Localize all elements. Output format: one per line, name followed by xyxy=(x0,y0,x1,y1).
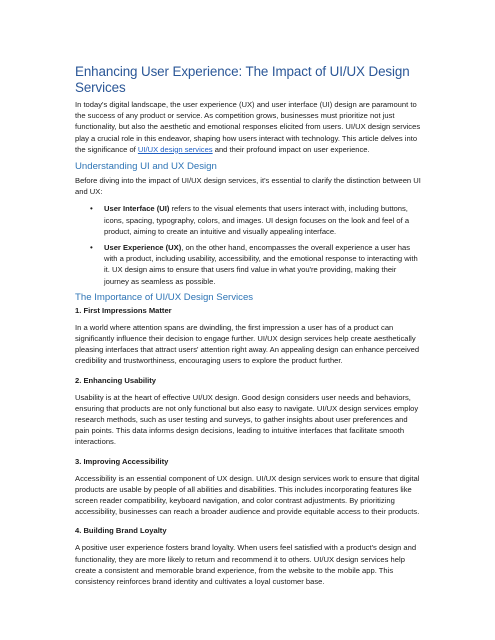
section-text-accessibility: Accessibility is an essential component of UX design. UI/UX design services work to ensure that digital products are usable by people of all abilities and disabilities. This includes incorporating features like screen reader compatibility, keyboard navigation, and color contrast adjustments. By prioritizing accessibility, businesses can reach a broader audience and provide equitable access to their products. xyxy=(75,473,420,517)
definition-text: , on the other hand, encompasses the overall experience a user has with a product, including usability, accessibility, and the emotional response to interacting with it. UX design aims to ensure that users find value in what you're providing, making their journey as seamless as possible. xyxy=(104,243,418,286)
definition-text: refers to the visual elements that users interact with, including buttons, icons, spacing, typography, colors, and images. UI design focuses on the look and feel of a product, aiming to create an intuitive and visually appealing interface. xyxy=(104,204,410,236)
page-title: Enhancing User Experience: The Impact of UI/UX Design Services xyxy=(75,64,410,95)
section-text-usability: Usability is at the heart of effective UI/UX design. Good design considers user needs and behaviors, ensuring that products are not only functional but also easy to navigate. UI/UX design services employ research methods, such as user testing and surveys, to gather insights about user preferences and pain points. This data informs design decisions, leading to intuitive interfaces that facilitate smooth interactions. xyxy=(75,392,419,447)
definition-item-ux xyxy=(104,242,421,287)
definition-list xyxy=(75,203,421,286)
intro-text-start: In today's digital landscape, the user experience (UX) and user interface (UI) design are paramount to the success of any product or service. As competition grows, businesses must prioritize not just functionality, but also the aesthetic and emotional responses elicited from users. UI/UX design services play a crucial role in this endeavor, shaping how users interact with technology. This article delves into the significance of xyxy=(75,100,421,154)
section-title-usability: 2. Enhancing Usability xyxy=(75,375,157,385)
definition-term: User Experience (UX) xyxy=(104,243,182,253)
definition-item-ui xyxy=(104,203,421,237)
section-title-first-impressions: 1. First Impressions Matter xyxy=(75,305,172,315)
understanding-lead: Before diving into the impact of UI/UX design services, it's essential to clarify the distinction between UI and UX: xyxy=(75,176,421,197)
ui-ux-design-services-link[interactable]: UI/UX design services xyxy=(137,144,213,154)
section-text-first-impressions: In a world where attention spans are dwindling, the first impression a user has of a product can significantly influence their decision to engage further. UI/UX design services help create aesthetically pleasing interfaces that attract users' attention right away. An appealing design can enhance perceived credibility and trustworthiness, encouraging users to explore the product further. xyxy=(75,322,420,366)
section-title-brand-loyalty: 4. Building Brand Loyalty xyxy=(75,526,167,536)
intro-text-end: and their profound impact on user experience. xyxy=(212,144,370,154)
intro-paragraph xyxy=(75,99,421,155)
definition-term: User Interface (UI) xyxy=(104,204,170,214)
section-title-accessibility: 3. Improving Accessibility xyxy=(75,456,169,466)
importance-heading: The Importance of UI/UX Design Services xyxy=(75,291,254,303)
section-text-brand-loyalty: A positive user experience fosters brand loyalty. When users feel satisfied with a product's design and functionality, they are more likely to return and recommend it to others. UI/UX design services help create a consistent and memorable brand experience, from the website to the mobile app. This consistency reinforces brand identity and cultivates a loyal customer base. xyxy=(75,543,417,587)
understanding-heading: Understanding UI and UX Design xyxy=(75,161,217,173)
